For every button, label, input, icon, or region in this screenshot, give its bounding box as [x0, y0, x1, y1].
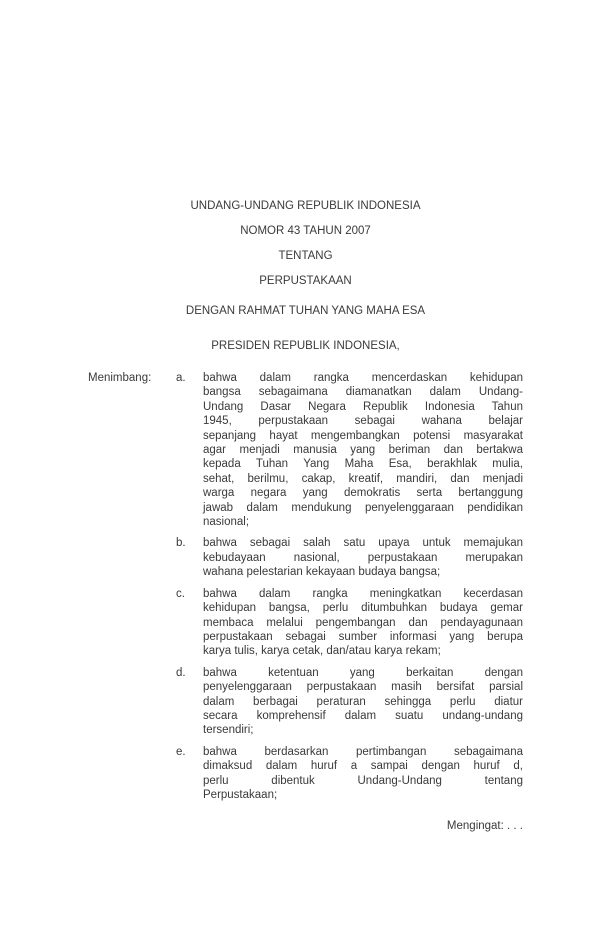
- item-marker: d.: [176, 666, 186, 679]
- considering-item-e: [176, 745, 523, 803]
- considering-section: [88, 371, 523, 802]
- paragraph-line: wahana pelestarian kekayaan budaya bangsa;: [203, 566, 441, 579]
- paragraph-line: kebudayaan nasional, perpustakaan merupakan: [203, 551, 523, 564]
- authority-line: PRESIDEN REPUBLIK INDONESIA,: [211, 340, 400, 352]
- paragraph-line: perlu dibentuk Undang-Undang tentang: [203, 774, 523, 787]
- item-text: [203, 371, 523, 529]
- paragraph-line: tersendiri;: [203, 724, 254, 737]
- item-text: [203, 536, 523, 579]
- paragraph-line: karya tulis, karya cetak, dan/atau karya rekam;: [203, 645, 441, 658]
- paragraph-line: bahwa dalam rangka meningkatkan kecerdasan: [203, 587, 523, 600]
- paragraph-line: bahwa ketentuan yang berkaitan dengan: [203, 666, 523, 679]
- paragraph-line: penyelenggaraan perpustakaan masih bersifat parsial: [203, 681, 523, 694]
- paragraph-line: dimaksud dalam huruf a sampai dengan huruf d,: [203, 760, 523, 773]
- considering-item-c: [176, 587, 523, 659]
- law-subject: PERPUSTAKAAN: [259, 275, 352, 287]
- document-header: [88, 199, 523, 353]
- paragraph-line: bahwa dalam rangka mencerdaskan kehidupan: [203, 372, 523, 384]
- paragraph-line: kepada Tuhan Yang Maha Esa, berakhlak mulia,: [203, 458, 523, 471]
- paragraph-line: dalam berbagai peraturan sehingga perlu diatur: [203, 695, 523, 708]
- paragraph-line: membaca melalui pengembangan dan pendayagunaan: [203, 616, 523, 629]
- considering-item-a: [176, 371, 523, 529]
- considering-item-d: [176, 666, 523, 738]
- paragraph-line: warga negara yang demokratis serta bertanggung: [203, 487, 523, 500]
- item-text: [203, 666, 523, 738]
- paragraph-line: 1945, perpustakaan sebagai wahana belajar: [203, 415, 523, 428]
- item-marker: b.: [176, 537, 186, 550]
- paragraph-line: sehat, berilmu, cakap, kreatif, mandiri, dan menjadi: [203, 472, 523, 485]
- item-marker: e.: [176, 745, 186, 758]
- catchword: Mengingat: . . .: [446, 820, 523, 833]
- item-marker: a.: [176, 372, 186, 384]
- paragraph-line: perpustakaan sebagai sumber informasi yang berupa: [203, 630, 523, 643]
- paragraph-line: agar menjadi manusia yang beriman dan bertakwa: [203, 444, 523, 457]
- considering-items: [176, 371, 523, 802]
- paragraph-line: bangsa sebagaimana diamanatkan dalam Undang-: [203, 386, 523, 399]
- paragraph-line: kehidupan bangsa, perlu ditumbuhkan budaya gemar: [203, 602, 523, 615]
- about-label: TENTANG: [278, 250, 333, 262]
- item-text: [203, 587, 523, 659]
- law-title: UNDANG-UNDANG REPUBLIK INDONESIA: [190, 200, 421, 212]
- item-marker: c.: [176, 587, 185, 600]
- paragraph-line: Perpustakaan;: [203, 788, 278, 801]
- considering-item-b: [176, 536, 523, 579]
- paragraph-line: sepanjang hayat mengembangkan potensi masyarakat: [203, 429, 523, 442]
- paragraph-line: bahwa berdasarkan pertimbangan sebagaimana: [203, 745, 523, 758]
- invocation-line: DENGAN RAHMAT TUHAN YANG MAHA ESA: [185, 305, 426, 317]
- law-number: NOMOR 43 TAHUN 2007: [240, 225, 371, 237]
- paragraph-line: Undang Dasar Negara Republik Indonesia Tahun: [203, 400, 523, 413]
- considering-label: Menimbang:: [88, 372, 152, 384]
- paragraph-line: jawab dalam mendukung penyelenggaraan pendidikan: [203, 501, 523, 514]
- paragraph-line: secara komprehensif dalam suatu undang-undang: [203, 709, 523, 722]
- page-content: [88, 199, 523, 834]
- paragraph-line: nasional;: [203, 516, 250, 529]
- paragraph-line: bahwa sebagai salah satu upaya untuk memajukan: [203, 537, 523, 550]
- item-text: [203, 745, 523, 803]
